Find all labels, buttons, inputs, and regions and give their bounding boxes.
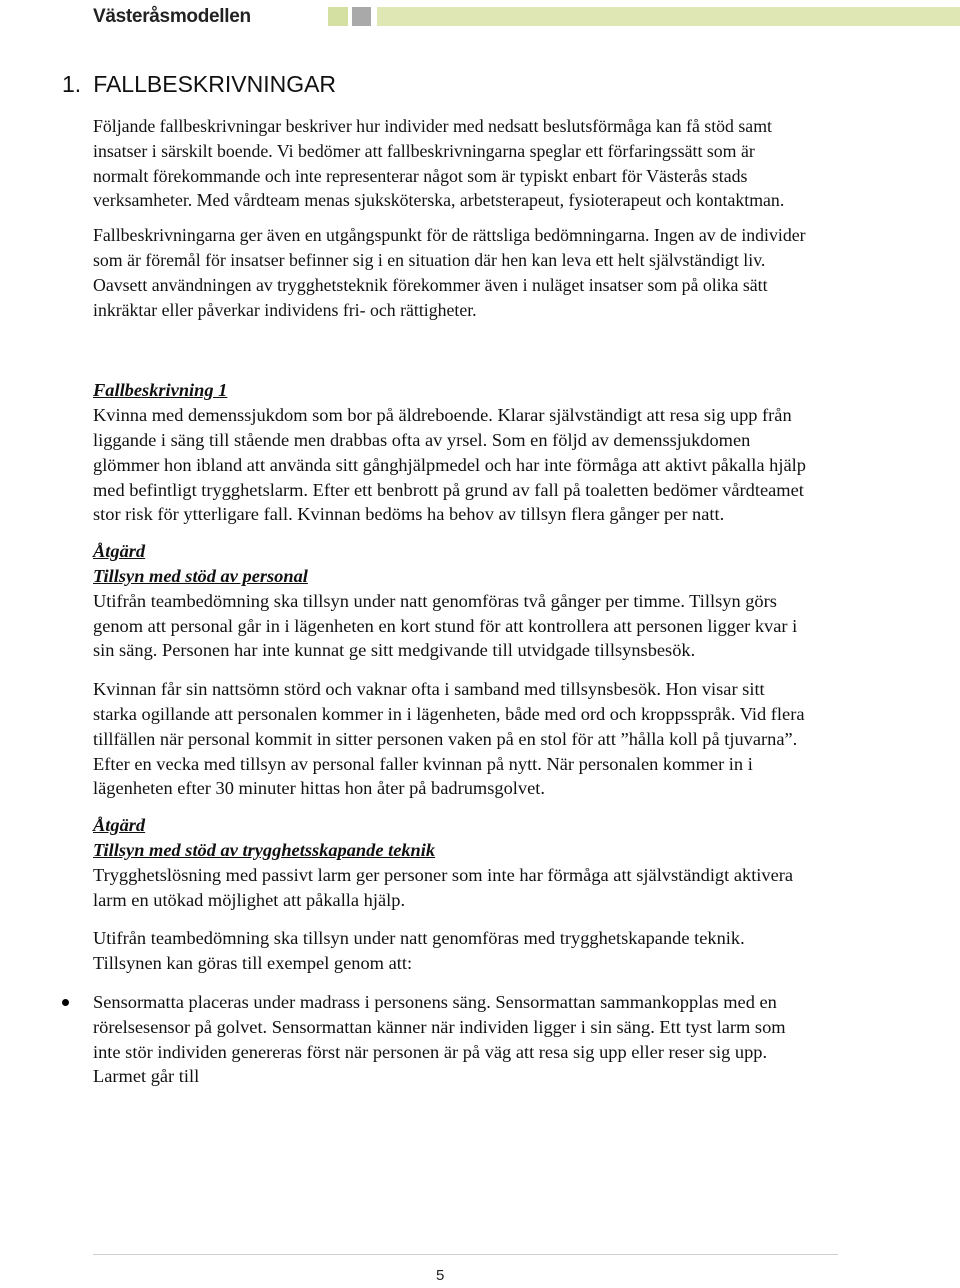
case-title [93,378,813,403]
bullet-list-item [93,990,813,1089]
case-title-text: Fallbeskrivning 1 [93,380,228,401]
measure-paragraph: Utifrån teambedömning ska tillsyn under natt genomföras med trygghetskapande teknik. Tillsynen kan göras till exempel genom att: [93,928,745,974]
page-number: 5 [436,1267,445,1284]
header-decoration-gray [352,7,371,26]
section-number: 1. [62,71,82,97]
case-description: Kvinna med demenssjukdom som bor på äldreboende. Klarar självständigt att resa sig upp från liggande i säng till stående men drabbas ofta av yrsel. Som en följd av demenssjukdomen glömmer hon ibland att använda sitt gånghjälpmedel och har inte förmåga att aktivt påkalla hjälp med befintligt trygghetslarm. Efter ett benbrott på grund av fall på toaletten bedömer vårdteamet stor risk för ytterligare fall. Kvinnan bedöms ha behov av tillsyn flera gånger per natt. [93,405,806,525]
header-decoration-green [328,7,348,26]
measure-paragraph: Utifrån teambedömning ska tillsyn under natt genomföras två gånger per timme. Tillsyn görs genom att personal går in i lägenheten en kort stund för att kontrollera att personen ligger kvar i sin säng. Personen har inte kunnat ge sitt medgivande till utvidgade tillsynsbesök. [93,590,798,661]
measure-title: Tillsyn med stöd av personal [93,565,308,586]
section-heading [62,71,336,98]
measure-label: Åtgärd [93,541,146,562]
measure-paragraph: Trygghetslösning med passivt larm ger personer som inte har förmåga att självständigt aktivera larm en utökad möjlighet att påkalla hjälp. [93,864,794,910]
bullet-text: Sensormatta placeras under madrass i personens säng. Sensormattan sammankopplas med en rörelsesensor på golvet. Sensormattan känner när individen ligger i sin säng. Ett tyst larm som inte stör individen genereras först när personen är på väg att resa sig upp eller reser sig upp. Larmet går till [93,991,786,1087]
header-title: Västeråsmodellen [93,6,251,27]
measure-paragraph: Kvinnan får sin nattsömn störd och vaknar ofta i samband med tillsynsbesök. Hon visar sitt starka ogillande att personalen kommer in i lägenheten, både med ord och kroppsspråk. Vid flera tillfällen när personal kommit in sitter personen vaken på en stol för att ”hålla koll på tjuvarna”. Efter en vecka med tillsyn av personal faller kvinnan på nytt. När personalen kommer in i lägenheten efter 30 minuter hittas hon åter på badrumsgolvet. [93,679,805,799]
document-body [93,114,813,1089]
measure-label: Åtgärd [93,815,146,836]
section-title: FALLBESKRIVNINGAR [93,71,337,97]
header-decoration-bar [377,7,960,26]
bullet-icon [62,999,69,1006]
footer-divider [93,1254,838,1255]
measure-title: Tillsyn med stöd av trygghetsskapande teknik [93,839,436,860]
intro-paragraph: Fallbeskrivningarna ger även en utgångspunkt för de rättsliga bedömningarna. Ingen av de individer som är föremål för insatser befinner sig i en situation där hen kan leva ett helt självständigt liv. Oavsett användningen av trygghetsteknik förekommer även i nuläget insatser som på olika sätt inkräktar eller påverkar individens fri- och rättigheter. [93,225,806,320]
intro-paragraph: Följande fallbeskrivningar beskriver hur individer med nedsatt beslutsförmåga kan få stöd samt insatser i särskilt boende. Vi bedömer att fallbeskrivningarna speglar ett förfaringssätt som är normalt förekommande och inte representerar något som är typiskt enbart för Västerås stads verksamheter. Med vårdteam menas sjuksköterska, arbetsterapeut, fysioterapeut och kontaktman. [93,116,785,211]
